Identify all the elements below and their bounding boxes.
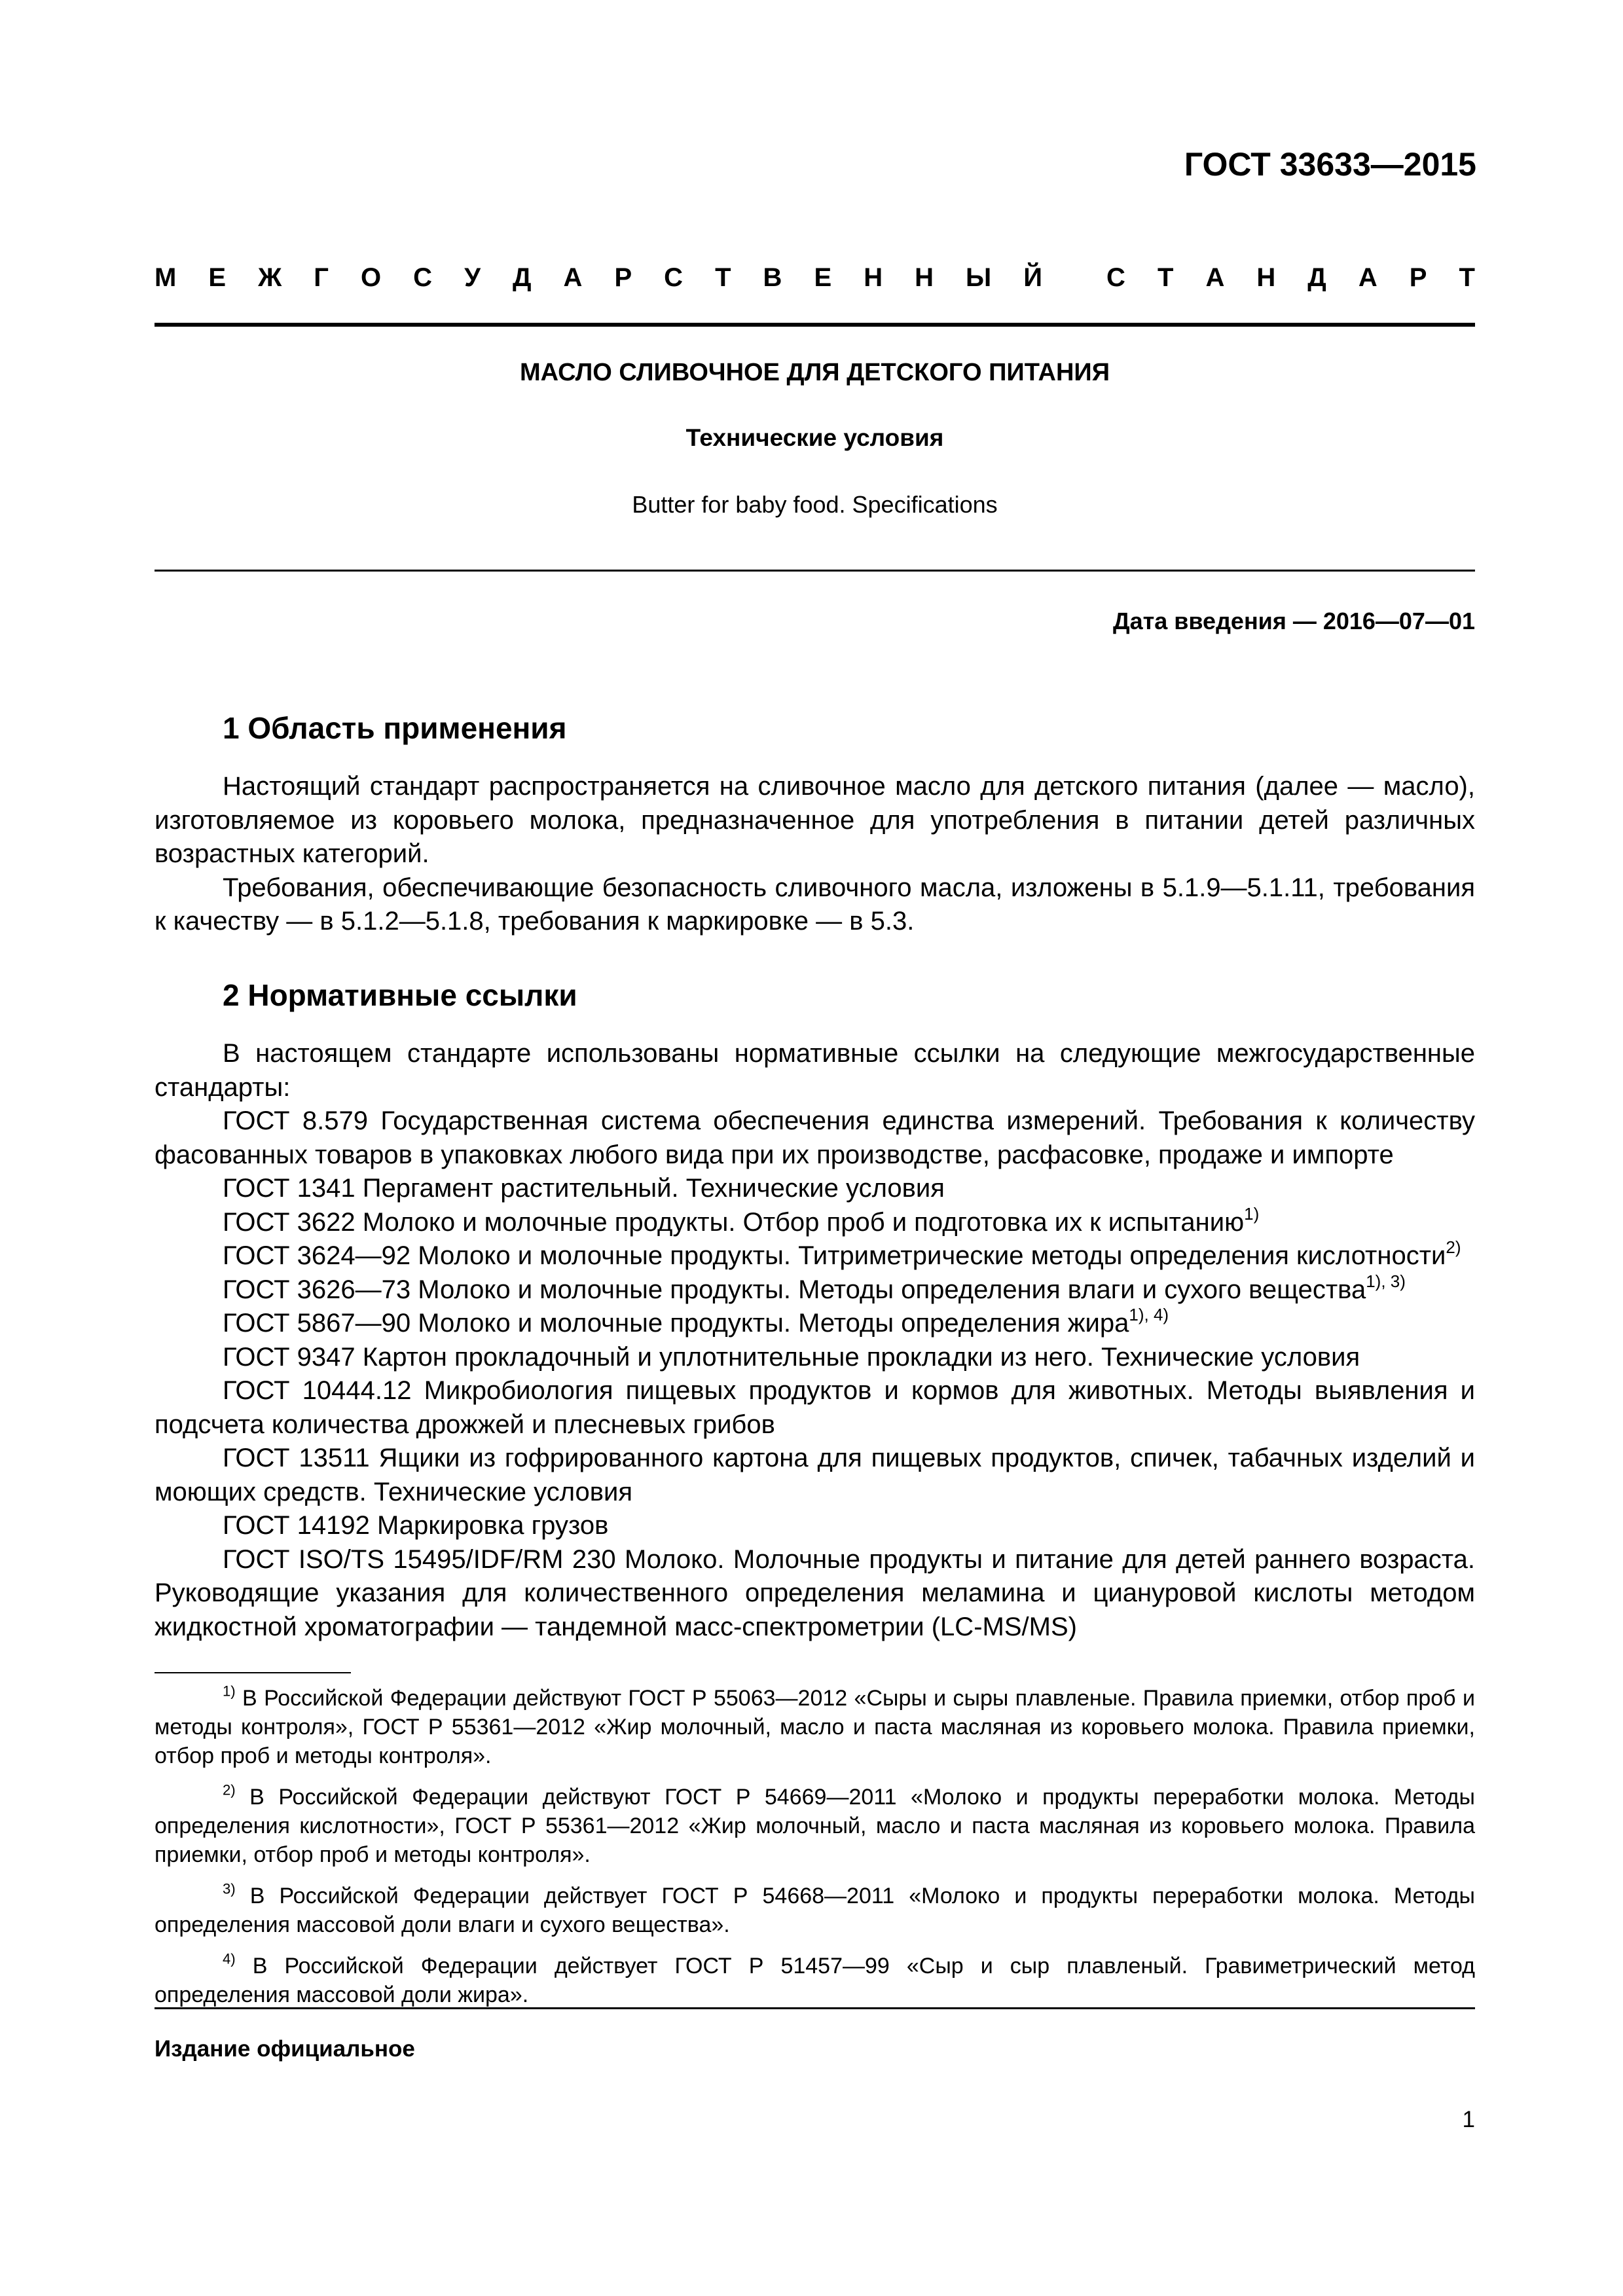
footnote-mark: 4) [223,1950,236,1967]
banner-letter: А [563,263,583,292]
reference-item [155,1509,1475,1543]
footnote-text: В Российской Федерации действуют ГОСТ Р 54669—2011 «Молоко и продукты переработки молока. Методы определения кислотности», ГОСТ Р 55361—2012 «Жир молочный, масло и паста масляная из коровьего молока. Правила приемки, отбор проб и методы контроля». [155,1785,1475,1867]
english-title: Butter for baby food. Specifications [632,491,998,518]
reference-item [155,1442,1475,1509]
reference-text: ГОСТ 5867—90 Молоко и молочные продукты. Методы определения жира [223,1309,1129,1338]
banner-letter: В [763,263,782,292]
banner-letter: Е [814,263,832,292]
document-number: ГОСТ 33633—2015 [1184,146,1476,183]
footnote [155,1882,1475,1939]
banner-letter: М [155,263,177,292]
reference-item [155,1239,1475,1273]
reference-text: ГОСТ 10444.12 Микробиология пищевых продуктов и кормов для животных. Методы выявления и подсчета количества дрожжей и плесневых грибов [155,1376,1475,1439]
document-subtitle: Технические условия [685,424,944,451]
banner-letter: Н [1256,263,1276,292]
banner-letter: У [464,263,481,292]
document-title: МАСЛО СЛИВОЧНОЕ ДЛЯ ДЕТСКОГО ПИТАНИЯ [519,359,1110,386]
footnote-mark: 1) [223,1683,236,1700]
reference-text: ГОСТ 8.579 Государственная система обеспечения единства измерений. Требования к количеству фасованных товаров в упаковках любого вида при их производстве, расфасовке, продаже и импорте [155,1106,1475,1169]
banner-letter: Н [864,263,883,292]
references-body [155,1037,1475,1644]
reference-text: ГОСТ 1341 Пергамент растительный. Технические условия [223,1174,945,1203]
footnote-text: В Российской Федерации действует ГОСТ Р 51457—99 «Сыр и сыр плавленый. Гравиметрический метод определения массовой доли жира». [155,1954,1475,2007]
footnotes [155,1684,1475,2022]
reference-item [155,1172,1475,1206]
section-heading-scope: 1 Область применения [223,711,567,745]
reference-item [155,1374,1475,1442]
reference-text: ГОСТ ISO/TS 15495/IDF/RM 230 Молоко. Молочные продукты и питание для детей раннего возраста. Руководящие указания для количественного определения меламина и циануровой кислоты методом жидкостной хроматографии — тандемной масс-спектрометрии (LC-MS/MS) [155,1544,1475,1641]
footnote [155,1684,1475,1770]
footnote-separator [155,1672,351,1673]
banner-letter: С [413,263,433,292]
banner-letter: Т [1459,263,1475,292]
footnote [155,1783,1475,1869]
banner-letter: Е [208,263,227,292]
banner-letter: Д [512,263,532,292]
footnote-reference: 1) [1244,1203,1260,1224]
reference-text: ГОСТ 3622 Молоко и молочные продукты. Отбор проб и подготовка их к испытанию [223,1207,1245,1237]
banner-letter: Г [314,263,329,292]
reference-text: ГОСТ 3624—92 Молоко и молочные продукты. Титриметрические методы определения кислотности [223,1241,1446,1270]
introduction-date: Дата введения — 2016—07—01 [1112,608,1475,634]
banner-letter: Н [915,263,934,292]
reference-text: ГОСТ 9347 Картон прокладочный и уплотнительные прокладки из него. Технические условия [223,1342,1360,1372]
reference-text: ГОСТ 13511 Ящики из гофрированного картона для пищевых продуктов, спичек, табачных изделий и моющих средств. Технические условия [155,1444,1475,1506]
footnote-text: В Российской Федерации действуют ГОСТ Р 55063—2012 «Сыры и сыры плавленые. Правила приемки, отбор проб и методы контроля», ГОСТ Р 55361—2012 «Жир молочный, масло и паста масляная из коровьего молока. Правила приемки, отбор проб и методы контроля». [155,1686,1475,1768]
footnote-reference: 1), 3) [1366,1271,1406,1291]
banner-letter: Т [1157,263,1174,292]
reference-item [155,1307,1475,1341]
banner-letter: С [664,263,684,292]
banner-letter: Р [1409,263,1427,292]
scope-body [155,770,1475,939]
footnote-reference: 2) [1446,1237,1461,1258]
page-number: 1 [1462,2107,1475,2132]
scope-paragraph: Настоящий стандарт распространяется на сливочное масло для детского питания (далее — масло), изготовляемое из коровьего молока, предназначенное для употребления в питании детей различных возрастных категорий. [155,772,1475,868]
reference-text: ГОСТ 3626—73 Молоко и молочные продукты. Методы определения влаги и сухого вещества [223,1275,1366,1304]
reference-item [155,1273,1475,1307]
reference-text: ГОСТ 14192 Маркировка грузов [223,1511,609,1540]
standard-kind-banner [155,263,1475,293]
reference-item [155,1104,1475,1172]
banner-letter: А [1358,263,1377,292]
section-heading-references: 2 Нормативные ссылки [223,978,577,1012]
title-divider [155,570,1475,572]
banner-letter: Ж [258,263,282,292]
banner-letter: Р [614,263,632,292]
footnote-reference: 1), 4) [1129,1305,1169,1325]
banner-letter: О [360,263,382,292]
top-divider [155,323,1475,327]
banner-letter: Д [1307,263,1326,292]
references-intro: В настоящем стандарте использованы нормативные ссылки на следующие межгосударственные стандарты: [155,1039,1475,1102]
banner-letter: Ы [966,263,992,292]
scope-paragraph: Требования, обеспечивающие безопасность сливочного масла, изложены в 5.1.9—5.1.11, требования к качеству — в 5.1.2—5.1.8, требования к маркировке — в 5.3. [155,873,1475,936]
banner-letter: Й [1023,263,1042,292]
footnote-mark: 3) [223,1880,236,1897]
footer-divider [155,2007,1475,2009]
footnote [155,1952,1475,2009]
footnote-text: В Российской Федерации действует ГОСТ Р 54668—2011 «Молоко и продукты переработки молока. Методы определения массовой доли влаги и сухого вещества». [155,1884,1475,1937]
banner-letter: Т [715,263,731,292]
reference-item [155,1341,1475,1375]
edition-label: Издание официальное [155,2036,415,2062]
banner-letter: А [1205,263,1225,292]
reference-item [155,1203,1475,1240]
banner-letter: С [1106,263,1125,292]
footnote-mark: 2) [223,1781,236,1798]
reference-item [155,1543,1475,1645]
